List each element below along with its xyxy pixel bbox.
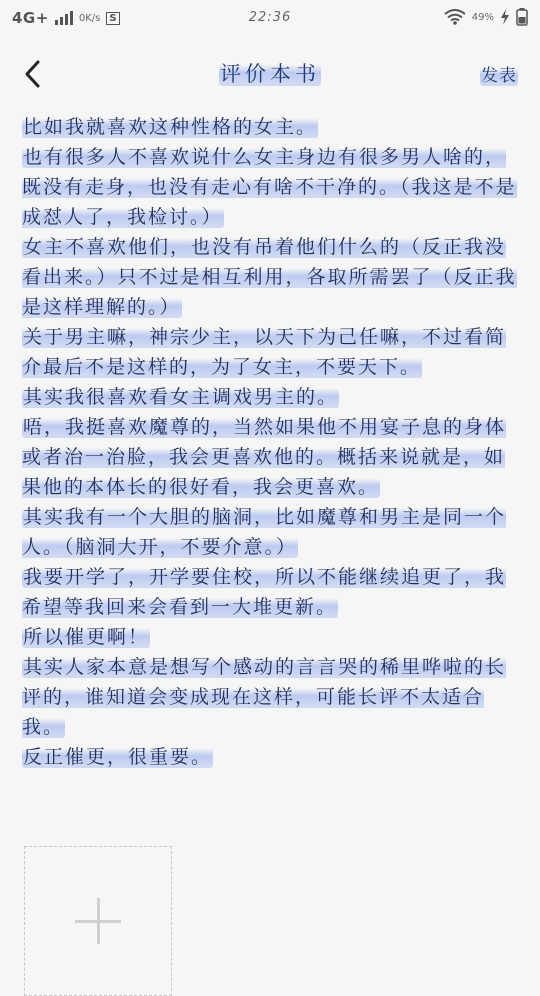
page-title	[0, 58, 540, 88]
review-paragraph-text: 唔，我挺喜欢魔尊的，当然如果他不用宴子息的身体或者治一治脸，我会更喜欢他的。概括来说就是，如果他的本体长的很好看，我会更喜欢。	[22, 416, 507, 498]
review-paragraph-text: 也有很多人不喜欢说什么女主身边有很多男人啥的，既没有走身，也没有走心有啥不干净的。（我这是不是成怼人了，我检讨。）	[22, 146, 517, 228]
review-paragraph	[22, 652, 522, 742]
review-paragraph-text: 女主不喜欢他们，也没有吊着他们什么的（反正我没看出来。）只不过是相互利用，各取所需罢了（反正我是这样理解的。）	[22, 236, 517, 318]
status-right	[444, 8, 528, 26]
review-paragraph-text: 反正催更，很重要。	[23, 746, 213, 768]
status-time: 22:36	[248, 10, 292, 25]
network-type: 4G+	[12, 9, 49, 27]
review-paragraph	[22, 412, 522, 502]
wifi-icon	[444, 9, 466, 25]
review-text-area[interactable]	[22, 112, 522, 812]
charging-icon	[500, 9, 510, 25]
review-paragraph-text: 关于男主嘛，神宗少主，以天下为己任嘛，不过看简介最后不是这样的，为了女主，不要天下。	[22, 326, 507, 378]
review-paragraph-text: 其实我有一个大胆的脑洞，比如魔尊和男主是同一个人。（脑洞大开，不要介意。）	[22, 506, 507, 558]
review-paragraph-text: 所以催更啊！	[23, 626, 150, 648]
review-paragraph-text: 其实人家本意是想写个感动的言言哭的稀里哗啦的长评的，谁知道会变成现在这样，可能长评不太适合我。	[22, 656, 507, 738]
review-paragraph	[22, 562, 522, 622]
review-paragraph	[22, 622, 522, 652]
battery-percent: 49%	[471, 11, 494, 23]
review-paragraph-text: 其实我很喜欢看女主调戏男主的。	[23, 386, 339, 408]
review-paragraph-text: 比如我就喜欢这种性格的女主。	[23, 116, 318, 138]
sim-icon: S	[106, 12, 119, 25]
header	[0, 44, 540, 102]
publish-button[interactable]	[480, 61, 518, 86]
review-paragraph	[22, 502, 522, 562]
review-paragraph	[22, 142, 522, 232]
review-paragraph	[22, 382, 522, 412]
review-paragraph	[22, 742, 522, 772]
add-image-button[interactable]	[24, 846, 172, 996]
review-paragraph	[22, 112, 522, 142]
network-speed: 0K/s	[78, 12, 101, 24]
battery-icon	[516, 8, 528, 26]
review-paragraph	[22, 322, 522, 382]
page-title-text: 评价本书	[220, 62, 320, 86]
publish-label: 发表	[481, 66, 517, 86]
status-bar	[0, 0, 540, 36]
review-paragraph	[22, 232, 522, 322]
review-paragraph-text: 我要开学了，开学要住校，所以不能继续追更了，我希望等我回来会看到一大堆更新。	[22, 566, 507, 618]
